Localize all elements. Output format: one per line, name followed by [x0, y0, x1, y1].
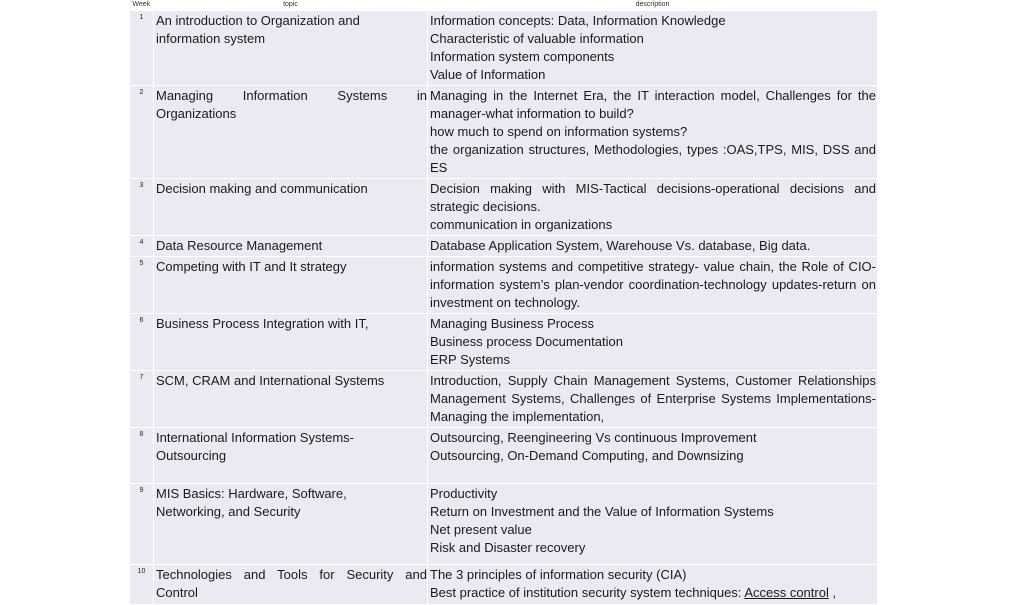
- topic-line: Networking, and Security: [156, 504, 301, 519]
- description-line: [430, 447, 876, 465]
- description-line: [430, 566, 876, 584]
- description-line: [430, 315, 876, 333]
- description-text: Outsourcing, On-Demand Computing, and Downsizing: [430, 448, 744, 463]
- topic-line: Technologies and Tools for Security and Control: [156, 567, 427, 600]
- table-row: [130, 371, 878, 428]
- description-text: Return on Investment and the Value of Information Systems: [430, 504, 774, 519]
- description-text: Business process Documentation: [430, 334, 623, 349]
- topic-cell: [154, 371, 428, 428]
- description-text: Managing in the Internet Era, the IT interaction model, Challenges for the manager-what information to build?: [430, 88, 876, 121]
- description-cell: [428, 257, 878, 314]
- description-line: [430, 216, 876, 234]
- description-text: Best practice of institution security system techniques:: [430, 585, 745, 600]
- description-line: [430, 485, 876, 503]
- topic-cell: [154, 428, 428, 484]
- description-cell: [428, 86, 878, 179]
- description-text: Database Application System, Warehouse Vs. database, Big data.: [430, 238, 811, 253]
- description-cell: [428, 314, 878, 371]
- description-text: how much to spend on information systems?: [430, 124, 688, 139]
- description-line: [430, 372, 876, 426]
- topic-line: MIS Basics: Hardware, Software,: [156, 486, 347, 501]
- description-text: the organization structures, Methodologies, types :OAS,TPS, MIS, DSS and ES: [430, 142, 876, 175]
- table-row: [130, 565, 878, 605]
- description-line: [430, 180, 876, 216]
- table-row: [130, 179, 878, 236]
- description-line: [430, 12, 876, 30]
- description-text: Value of Information: [430, 67, 546, 82]
- description-text: information systems and competitive strategy- value chain, the Role of CIO-information system’s plan-vendor coordination-technology updates-return on investment on technology.: [430, 259, 876, 310]
- description-line: [430, 503, 876, 521]
- description-text: Decision making with MIS-Tactical decisions-operational decisions and strategic decisions.: [430, 181, 876, 214]
- description-line: [430, 66, 876, 84]
- table-row: [130, 11, 878, 86]
- topic-line: An introduction to Organization and: [156, 13, 360, 28]
- description-text: communication in organizations: [430, 217, 613, 232]
- topic-line: Outsourcing: [156, 448, 227, 463]
- description-line: [430, 30, 876, 48]
- topic-line: Decision making and communication: [156, 181, 368, 196]
- table-row: [130, 314, 878, 371]
- description-cell: [428, 236, 878, 257]
- topic-cell: [154, 484, 428, 565]
- description-line: [430, 141, 876, 177]
- table-row: [130, 484, 878, 565]
- table-row: [130, 86, 878, 179]
- description-text: Managing Business Process: [430, 316, 595, 331]
- topic-line: information system: [156, 31, 266, 46]
- description-cell: [428, 179, 878, 236]
- topic-line: Competing with IT and It strategy: [156, 259, 347, 274]
- description-cell: [428, 565, 878, 605]
- topic-cell: [154, 565, 428, 605]
- description-line: [430, 351, 876, 369]
- description-text: Characteristic of valuable information: [430, 31, 644, 46]
- description-text: Introduction, Supply Chain Management Systems, Customer Relationships Management Systems, Challenges of Enterprise Systems Implementations- Managing the implementation,: [430, 373, 876, 424]
- description-tail: ,: [828, 585, 837, 600]
- week-number: 5: [130, 257, 154, 314]
- topic-line: Business Process Integration with IT,: [156, 316, 369, 331]
- week-number: 6: [130, 314, 154, 371]
- access-control-link[interactable]: Access control: [744, 585, 829, 600]
- description-text: Risk and Disaster recovery: [430, 540, 586, 555]
- description-cell: [428, 11, 878, 86]
- table-row: [130, 257, 878, 314]
- header-week: Week: [130, 0, 154, 11]
- week-number: 8: [130, 428, 154, 484]
- topic-cell: [154, 86, 428, 179]
- description-line: [430, 584, 876, 602]
- topic-cell: [154, 257, 428, 314]
- description-line: [430, 539, 876, 557]
- description-cell: [428, 428, 878, 484]
- description-line: [430, 87, 876, 123]
- topic-cell: [154, 314, 428, 371]
- description-line: [430, 123, 876, 141]
- header-topic: topic: [154, 0, 428, 11]
- table-row: [130, 236, 878, 257]
- description-line: [430, 258, 876, 312]
- topic-cell: [154, 236, 428, 257]
- description-text: The 3 principles of information security (CIA): [430, 567, 687, 582]
- description-line: [430, 521, 876, 539]
- description-line: [430, 48, 876, 66]
- syllabus-table-wrapper: [129, 0, 877, 600]
- description-text: Outsourcing, Reengineering Vs continuous Improvement: [430, 430, 757, 445]
- description-cell: [428, 484, 878, 565]
- description-text: Productivity: [430, 486, 498, 501]
- topic-cell: [154, 11, 428, 86]
- topic-cell: [154, 179, 428, 236]
- table-row: [130, 428, 878, 484]
- week-number: 2: [130, 86, 154, 179]
- description-text: Information system components: [430, 49, 615, 64]
- description-cell: [428, 371, 878, 428]
- table-body: [130, 11, 878, 605]
- description-text: ERP Systems: [430, 352, 510, 367]
- week-number: 1: [130, 11, 154, 86]
- description-line: [430, 333, 876, 351]
- topic-line: Data Resource Management: [156, 238, 323, 253]
- header-description: description: [428, 0, 878, 11]
- description-text: Net present value: [430, 522, 532, 537]
- week-number: 7: [130, 371, 154, 428]
- topic-line: SCM, CRAM and International Systems: [156, 373, 385, 388]
- week-number: 3: [130, 179, 154, 236]
- description-text: Information concepts: Data, Information Knowledge: [430, 13, 726, 28]
- description-line: [430, 237, 876, 255]
- syllabus-table: [129, 0, 878, 605]
- week-number: 10: [130, 565, 154, 605]
- week-number: 9: [130, 484, 154, 565]
- table-header-row: [130, 0, 878, 11]
- topic-line: International Information Systems-: [156, 430, 354, 445]
- week-number: 4: [130, 236, 154, 257]
- description-line: [430, 429, 876, 447]
- topic-line: Managing Information Systems in Organizations: [156, 88, 427, 121]
